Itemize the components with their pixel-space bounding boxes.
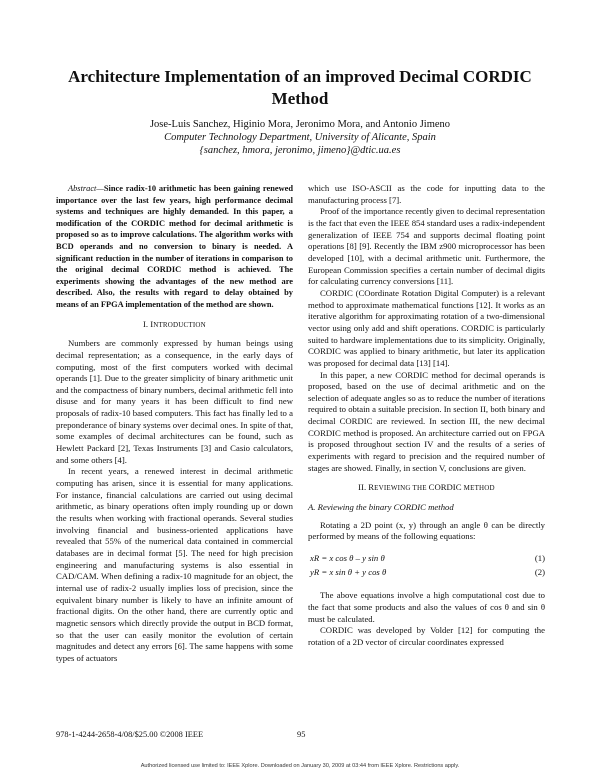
equation-1-number: (1) xyxy=(534,553,545,564)
equation-2 xyxy=(308,567,545,579)
equation-1-body: xR = x cos θ – y sin θ xyxy=(310,553,385,564)
section2-paragraph-1: Rotating a 2D point (x, y) through an angle θ can be directly performed by means of the following equations: xyxy=(308,519,545,542)
author-emails: {sanchez, hmora, jeronimo, jimeno}@dtic.ua.es xyxy=(199,145,401,156)
intro-paragraph-2-continued: which use ISO-ASCII as the code for inputting data to the manufacturing process [7]. xyxy=(308,183,545,205)
left-column xyxy=(56,183,293,665)
section-heading-introduction: I. INTRODUCTION xyxy=(143,318,206,329)
license-notice: Authorized licensed use limited to: IEEE Xplore. Downloaded on January 30, 2009 at 03:44 from IEEE Xplore. Restrictions apply. xyxy=(140,763,460,769)
intro-paragraph-5: In this paper, a new CORDIC method for decimal operands is proposed, based on the use of decimal arithmetic and on the selection of adequate angles so as to reduce the number of iterations required to obtain a suitable precision. In section II, both binary and decimal CORDIC are reviewed. In section III, the new decimal CORDIC method is proposed. An architecture carried out on FPGA is proposed throughout section IV and the results of a series of experiments with regard to precision and the required number of stages are showed. Finally, in section V, conclusions are given. xyxy=(308,369,545,473)
abstract-lead: Abstract— xyxy=(68,184,104,193)
intro-paragraph-2: In recent years, a renewed interest in decimal arithmetic computing has arisen, since it is essential for many applications. For instance, financial calculations are carried out using decimal arithmetic, as binary operations often imply rounding up or down the results when working with fractional operands. Several studies involving financial and business-oriented applications have revealed that 55% of the numerical data contained in commercial databases are in decimal format [5]. The need for high precision engineering and manufacturing systems is also essential in CAD/CAM. When defining a radix-10 magnitude for an object, the internal use of radix-2 usually implies loss of precision, since the equivalent binary number is likely to have an infinite amount of fractional digits. On the other hand, there are currently optic and magnetic sensors which directly provide the output in BCD format, so that the user can easily monitor the evolution of certain magnitudes and detect any errors [6]. The same happens with some types of actuators xyxy=(56,466,293,663)
equation-block xyxy=(308,553,545,578)
section2-paragraph-3: CORDIC was developed by Volder [12] for computing the rotation of a 2D vector of circular coordinates expressed xyxy=(308,625,545,647)
equation-2-number: (2) xyxy=(534,566,545,577)
section-heading-reviewing-cordic: II. REVIEWING THE CORDIC METHOD xyxy=(358,482,495,493)
equation-2-body: yR = x sin θ + y cos θ xyxy=(310,566,387,577)
author-list: Jose-Luis Sanchez, Higinio Mora, Jeronimo Mora, and Antonio Jimeno xyxy=(149,119,451,130)
intro-paragraph-1: Numbers are commonly expressed by human beings using decimal representation; as a consequence, in the early days of computing, most of the first computers worked with decimal operands [1]. Due to the greater simplicity of binary arithmetic unit and the compactness of binary numbers, decimal arithmetic fell into disuse and for many years it has been difficult to find new proposals of radix-10 based computers. This fact has finally led to a preponderance of binary systems over decimal ones. In spite of that, some examples of decimal architectures can be found, such as Hewlett Packard [2], Texas Instruments [3] and Casio calculators, and some others [4]. xyxy=(56,338,293,465)
abstract-text: Since radix-10 arithmetic has been gaining renewed importance over the last few years, high performance decimal systems and techniques are highly demanded. In this paper, a modification of the CORDIC method for decimal arithmetic is proposed so as to improve calculations. The algorithm works with BCD operands and no conversion to binary is needed. A significant reduction in the number of iterations in comparison to the original decimal CORDIC method is achieved. The experiments showing the advantages of the new method are described. Also, the results with regard to delay obtained by means of an FPGA implementation of the method are shown. xyxy=(56,184,293,309)
page-number: 95 xyxy=(297,730,306,739)
paper-title: Architecture Implementation of an improved Decimal CORDIC Method xyxy=(68,67,532,108)
intro-paragraph-4: CORDIC (COordinate Rotation Digital Computer) is a relevant method to approximate mathematical functions [12]. It works as an iterative algorithm for approximating rotation of a two-dimensional vector using only add and shift operations. CORDIC is particularly suited to hardware implementations due to its simplicity. Originally, CORDIC was applied to binary arithmetic, but later its application was proposed for decimal data [13] [14]. xyxy=(308,287,545,368)
affiliation: Computer Technology Department, University of Alicante, Spain xyxy=(164,132,436,143)
isbn-copyright: 978-1-4244-2658-4/08/$25.00 ©2008 IEEE xyxy=(56,730,204,739)
section2-paragraph-2: The above equations involve a high computational cost due to the fact that some products and also the values of cos θ and sin θ must be calculated. xyxy=(308,590,545,624)
subsection-heading-binary-cordic: A. Reviewing the binary CORDIC method xyxy=(308,502,454,513)
abstract xyxy=(56,183,293,311)
right-column xyxy=(308,183,545,649)
equation-1 xyxy=(308,553,545,565)
intro-paragraph-3: Proof of the importance recently given to decimal representation is the fact that even the IEEE 854 standard uses a radix-independent generalization of IEEE 754 and supports decimal floating point operations [8] [9]. Recently the IBM z900 microprocessor has been developed [10], with a decimal arithmetic unit. Furthermore, the European Commission specifies a certain number of decimal digits for calculating currency conversions [11]. xyxy=(308,206,545,287)
